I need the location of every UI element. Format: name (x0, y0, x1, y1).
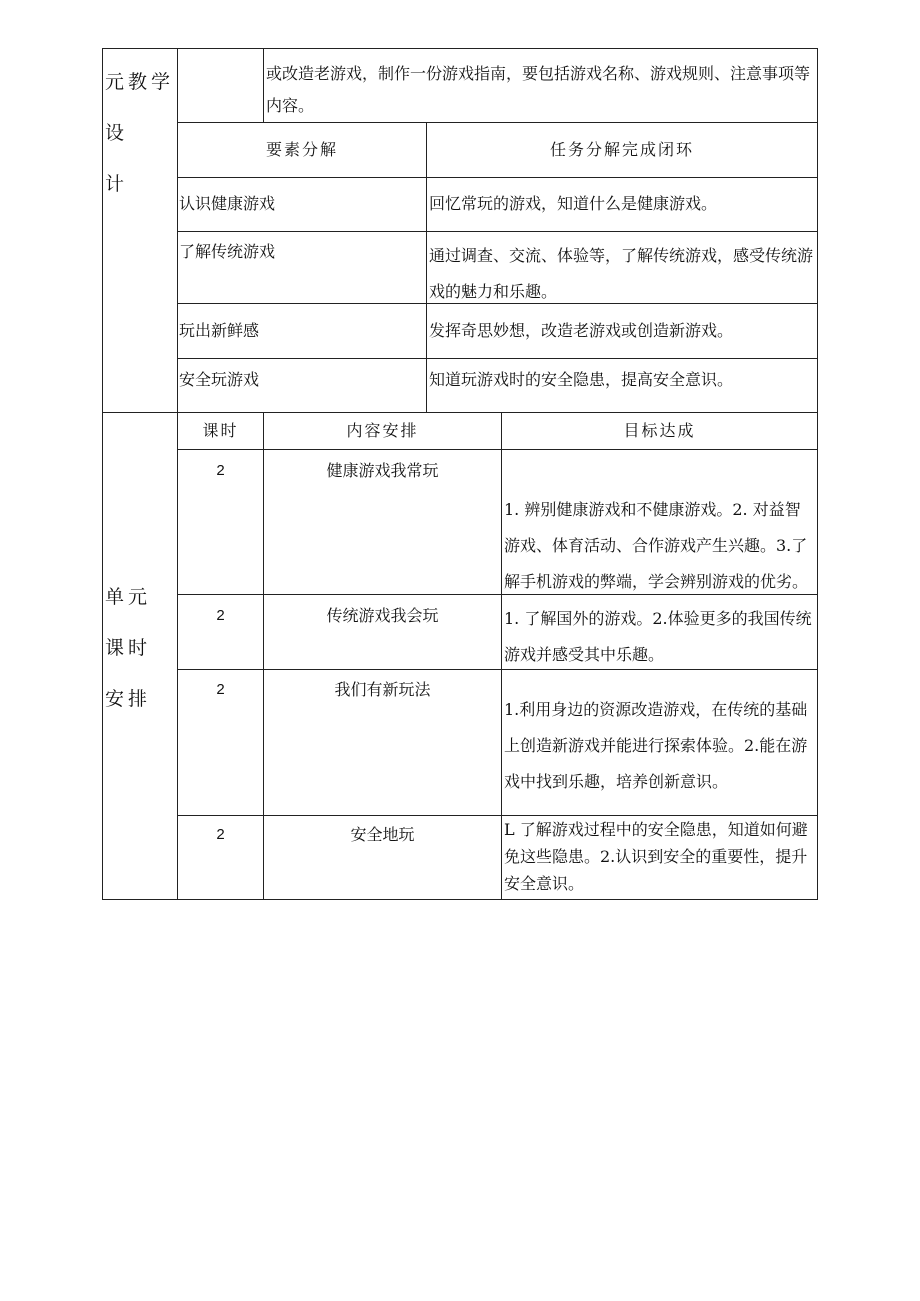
element-cell: 安全玩游戏 (179, 370, 260, 389)
border-right (817, 48, 818, 900)
side-label-line: 课时 (105, 637, 152, 659)
goal-cell: 1.利用身边的资源改造游戏，在传统的基础上创造新游戏并能进行探索体验。2.能在游戏中找到乐趣，培养创新意识。 (504, 700, 808, 791)
header-content: 内容安排 (346, 421, 419, 440)
content-cell: 传统游戏我会玩 (326, 606, 439, 625)
border-bottom (102, 899, 818, 900)
task-cell: 回忆常玩的游戏，知道什么是健康游戏。 (429, 194, 718, 213)
border-left (102, 48, 103, 900)
column-divider (501, 412, 502, 900)
intro-text: 或改造老游戏，制作一份游戏指南，要包括游戏名称、游戏规则、注意事项等内容。 (266, 64, 811, 115)
content-cell: 我们有新玩法 (334, 680, 431, 699)
grid-line (177, 449, 818, 450)
task-cell: 知道玩游戏时的安全隐患，提高安全意识。 (429, 370, 734, 389)
side-label-line: 单元 (105, 586, 152, 608)
grid-line (177, 358, 818, 359)
header-tasks: 任务分解完成闭环 (549, 140, 694, 159)
section1-side-label (105, 57, 174, 210)
goal-cell: 1. 辨别健康游戏和不健康游戏。2. 对益智游戏、体育活动、合作游戏产生兴趣。3.了解手机游戏的弊端，学会辨别游戏的优劣。 (504, 500, 809, 591)
border-top (102, 48, 818, 49)
element-cell: 玩出新鲜感 (179, 321, 260, 340)
goal-cell: 1. 了解国外的游戏。2.体验更多的我国传统游戏并感受其中乐趣。 (504, 609, 812, 664)
hours-cell: 2 (216, 826, 225, 843)
goal-cell: L 了解游戏过程中的安全隐患，知道如何避免这些隐患。2.认识到安全的重要性，提升安全意识。 (504, 820, 808, 893)
element-cell: 了解传统游戏 (179, 242, 276, 261)
section2-side-label (105, 572, 151, 725)
side-label-line: 元教学 (105, 71, 175, 93)
content-cell: 健康游戏我常玩 (326, 461, 439, 480)
header-elements: 要素分解 (265, 140, 338, 159)
side-label-line: 计 (105, 173, 129, 195)
element-cell: 认识健康游戏 (179, 194, 276, 213)
section-divider (102, 412, 818, 413)
task-cell: 通过调查、交流、体验等，了解传统游戏，感受传统游戏的魅力和乐趣。 (429, 246, 814, 301)
grid-line (177, 122, 818, 123)
side-label-line: 安排 (105, 688, 152, 710)
intro-cell-divider (263, 48, 264, 123)
header-hours: 课时 (202, 421, 239, 440)
hours-cell: 2 (216, 607, 225, 624)
hours-cell: 2 (216, 462, 225, 479)
grid-line (177, 177, 818, 178)
side-label-line: 设 (105, 122, 129, 144)
header-goals: 目标达成 (623, 421, 696, 440)
content-cell: 安全地玩 (350, 825, 415, 844)
hours-cell: 2 (216, 681, 225, 698)
task-cell: 发挥奇思妙想，改造老游戏或创造新游戏。 (429, 321, 734, 340)
grid-line (177, 231, 818, 232)
